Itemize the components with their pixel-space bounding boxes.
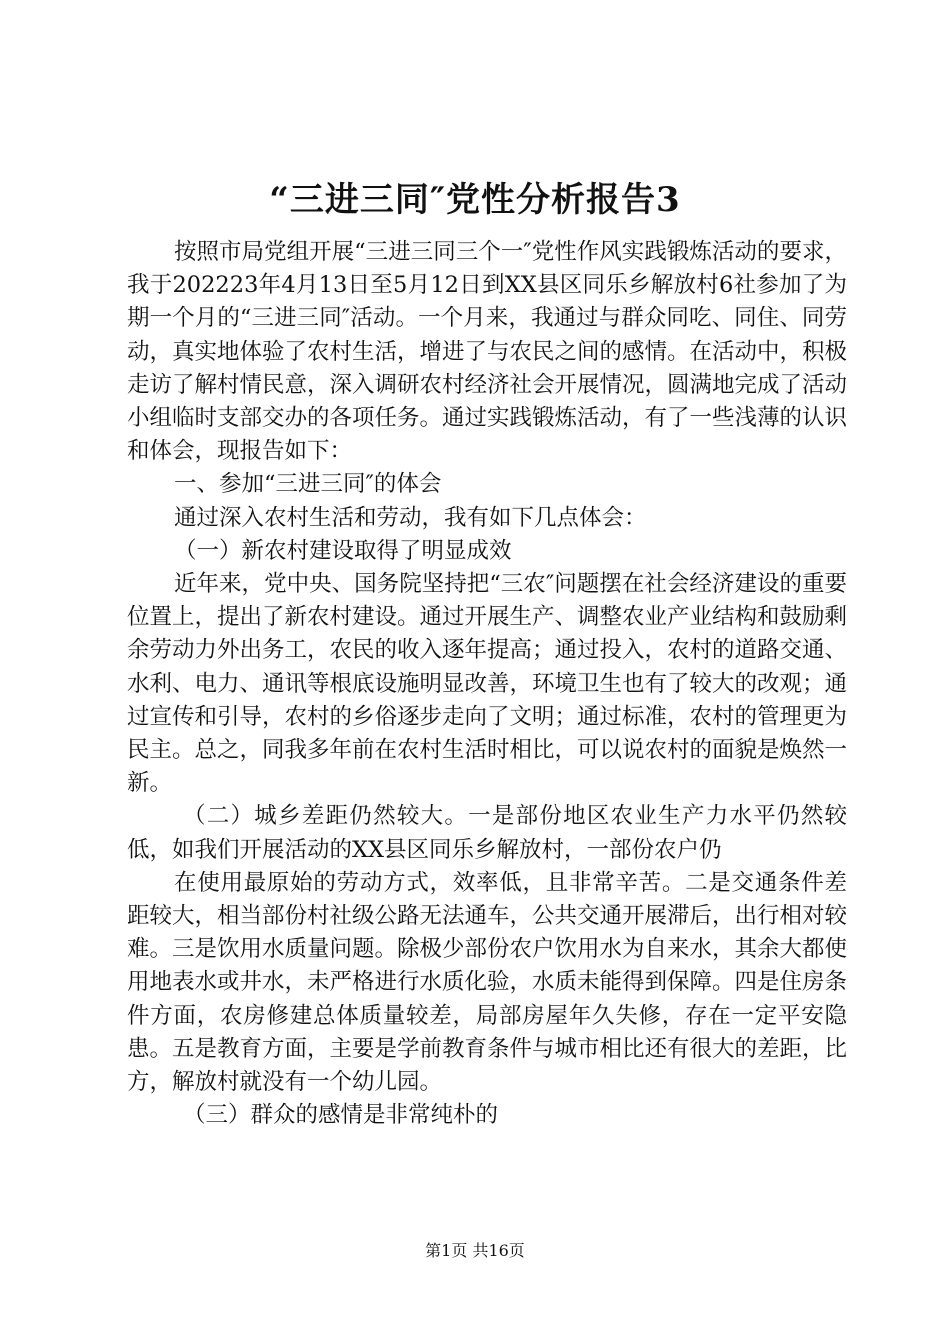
subheading-2-paragraph: （二）城乡差距仍然较大。一是部份地区农业生产力水平仍然较低，如我们开展活动的XX县区同乐乡解放村，一部份农户仍 <box>127 803 847 863</box>
document-body <box>127 236 847 1132</box>
paragraph-new-countryside: 近年来，党中央、国务院坚持把“三农″问题摆在社会经济建设的重要位置上，提出了新农村建设。通过开展生产、调整农业产业结构和鼓励剩余劳动力外出务工，农民的收入逐年提高；通过投入，农村的道路交通、水利、电力、通讯等根底设施明显改善，环境卫生也有了较大的改观；通过宣传和引导，农村的乡俗逐步走向了文明；通过标准，农村的管理更为民主。总之，同我多年前在农村生活时相比，可以说农村的面貌是焕然一新。 <box>127 571 848 797</box>
document-title: “三进三同″党性分析报告3 <box>269 180 681 220</box>
subheading-3: （三）群众的感情是非常纯朴的 <box>183 1102 499 1129</box>
paragraph-experience-intro: 通过深入农村生活和劳动，我有如下几点体会： <box>174 504 647 531</box>
subheading-1: （一）新农村建设取得了明显成效 <box>174 537 512 564</box>
paragraph-gap-details: 在使用最原始的劳动方式，效率低，且非常辛苦。二是交通条件差距较大，相当部份村社级公路无法通车，公共交通开展滞后，出行相对较难。三是饮用水质量问题。除极少部份农户饮用水为自来水，其余大都使用地表水或井水，未严格进行水质化验，水质未能得到保障。四是住房条件方面，农房修建总体质量较差，局部房屋年久失修，存在一定平安隐患。五是教育方面，主要是学前教育条件与城市相比还有很大的差距，比方，解放村就没有一个幼儿园。 <box>127 869 848 1096</box>
paragraph-intro: 按照市局党组开展“三进三同三个一″党性作风实践锻炼活动的要求，我于202223年4月13日至5月12日到XX县区同乐乡解放村6社参加了为期一个月的“三进三同″活动。一个月来，我通过与群众同吃、同住、同劳动，真实地体验了农村生活，增进了与农民之间的感情。在活动中，积极走访了解村情民意，深入调研农村经济社会开展情况，圆满地完成了活动小组临时支部交办的各项任务。通过实践锻炼活动，有了一些浅薄的认识和体会，现报告如下： <box>127 239 848 465</box>
page-footer: 第1页 共16页 <box>425 1241 525 1260</box>
section-heading-1: 一、参加“三进三同″的体会 <box>174 471 442 498</box>
